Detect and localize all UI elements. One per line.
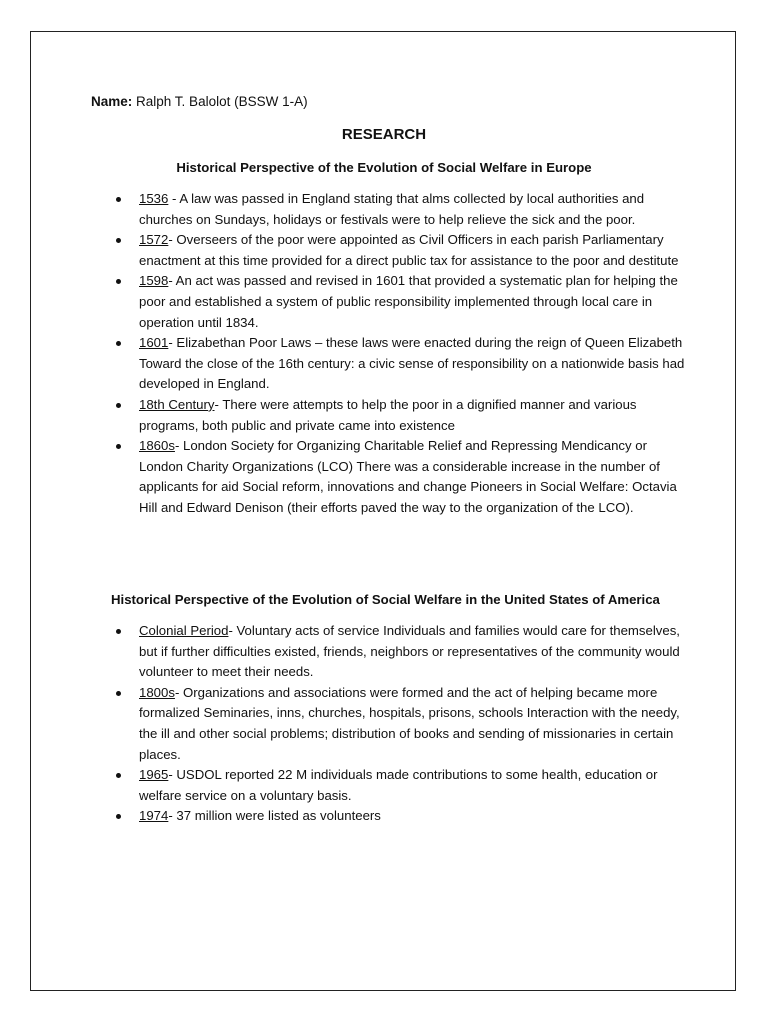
- item-text: - London Society for Organizing Charitable Relief and Repressing Mendicancy or London Charity Organizations (LCO) There was a considerable increase in the number of applicants for aid Social reform, innovations and change Pioneers in Social Welfare: Octavia Hill and Edward Denison (their efforts paved the way to the organization of the LCO).: [139, 438, 677, 515]
- list-item: [139, 806, 687, 827]
- item-term: 1800s: [139, 684, 175, 700]
- item-text: - Elizabethan Poor Laws – these laws were enacted during the reign of Queen Elizabeth Toward the close of the 16th century: a civic sense of responsibility on a nationwide basis had developed in England.: [139, 335, 685, 392]
- list-item: [139, 395, 687, 436]
- list-item: [139, 189, 687, 230]
- document-title: RESEARCH: [341, 126, 427, 143]
- list-item: [139, 436, 687, 518]
- item-text: - Overseers of the poor were appointed as Civil Officers in each parish Parliamentary enactment at this time provided for a direct public tax for assistance to the poor and destitute: [139, 232, 679, 268]
- list-item: [139, 683, 687, 765]
- item-text: - An act was passed and revised in 1601 that provided a systematic plan for helping the poor and established a system of public responsibility implemented through local care in operation until 1834.: [139, 273, 678, 330]
- bullet-icon: [116, 403, 121, 408]
- item-term: 18th Century: [139, 396, 215, 412]
- item-term: 1974: [139, 808, 169, 824]
- item-term: 1598: [139, 273, 169, 289]
- author-name-line: [91, 93, 308, 111]
- item-term: 1965: [139, 767, 169, 783]
- item-text: - USDOL reported 22 M individuals made contributions to some health, education or welfare service on a voluntary basis.: [139, 767, 658, 803]
- list-item: [139, 621, 687, 683]
- item-text: - Organizations and associations were formed and the act of helping became more formalized Seminaries, inns, churches, hospitals, prisons, schools Interaction with the needy, the ill and other social problems; distribution of books and sending of missionaries in certain places.: [139, 684, 680, 762]
- bullet-icon: [116, 629, 121, 634]
- list-item: [139, 333, 687, 395]
- list-item: [139, 271, 687, 333]
- name-label: Name:: [91, 94, 133, 109]
- list-item: [139, 230, 687, 271]
- bullet-icon: [116, 691, 121, 696]
- item-term: 1536: [139, 191, 169, 206]
- bullet-icon: [116, 197, 121, 202]
- item-text: - A law was passed in England stating that alms collected by local authorities and churches on Sundays, holidays or festivals were to help relieve the sick and the poor.: [139, 191, 645, 227]
- item-text: - There were attempts to help the poor in a dignified manner and various programs, both public and private came into existence: [139, 396, 637, 433]
- item-term: 1572: [139, 232, 169, 248]
- item-term: 1860s: [139, 438, 175, 454]
- usa-timeline-list: [139, 621, 687, 827]
- author-name: Ralph T. Balolot (BSSW 1-A): [136, 94, 308, 109]
- item-term: 1601: [139, 335, 169, 351]
- section-heading-usa: Historical Perspective of the Evolution of Social Welfare in the United States of America: [111, 592, 660, 607]
- section-heading-europe: Historical Perspective of the Evolution of Social Welfare in Europe: [176, 160, 592, 175]
- item-text: - Voluntary acts of service Individuals and families would care for themselves, but if further difficulties existed, friends, neighbors or representatives of the community would volunteer to meet their needs.: [139, 623, 680, 680]
- item-text: - 37 million were listed as volunteers: [168, 808, 381, 824]
- item-term: Colonial Period: [139, 623, 229, 638]
- europe-timeline-list: [139, 189, 687, 519]
- list-item: [139, 765, 687, 806]
